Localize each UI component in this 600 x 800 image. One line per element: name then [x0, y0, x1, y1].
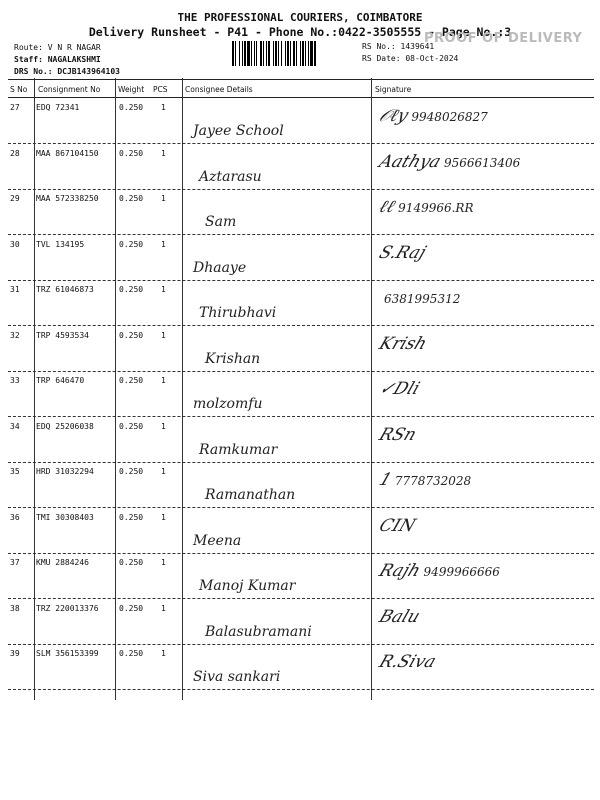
signature [376, 379, 423, 399]
signature-scribble: S.Raj [376, 242, 429, 263]
row-weight: 0.250 [119, 285, 144, 294]
table-row [8, 417, 594, 463]
consignee-name: Balasubramani [205, 623, 312, 640]
row-weight: 0.250 [119, 512, 144, 522]
row-consignment-no: TMI 30308403 [36, 512, 94, 522]
runsheet-title: Delivery Runsheet - P41 - Phone No.:0422-3505555 - Page No.:3 [88, 25, 512, 39]
row-sno: 27 [10, 103, 20, 112]
signature [376, 561, 500, 581]
consignee-name: Meena [193, 532, 242, 549]
row-weight: 0.250 [119, 148, 144, 158]
row-pcs: 1 [161, 239, 166, 249]
consignee-name: Sam [205, 214, 237, 230]
signature [376, 470, 472, 490]
row-pcs: 1 [161, 330, 166, 340]
rs-number: RS No.: 1439641 [362, 42, 435, 51]
signature [380, 288, 460, 307]
row-pcs: 1 [161, 285, 166, 294]
signature-phone: 9566613406 [443, 155, 521, 170]
table-row [8, 644, 594, 690]
row-pcs: 1 [161, 103, 166, 112]
row-consignment-no: MAA 572338250 [36, 194, 99, 203]
row-consignment-no: KMU 2884246 [36, 558, 89, 567]
table-row [8, 462, 594, 508]
row-sno: 28 [10, 148, 20, 158]
row-sno: 39 [10, 649, 20, 658]
signature [376, 515, 419, 536]
signature-phone: 9149966.RR [398, 201, 474, 215]
row-sno: 34 [10, 421, 20, 431]
table-row [8, 371, 594, 417]
row-separator [8, 689, 594, 690]
row-weight: 0.250 [119, 649, 144, 658]
signature-phone: 6381995312 [384, 292, 461, 306]
row-weight: 0.250 [119, 194, 144, 203]
row-sno: 36 [10, 512, 20, 522]
row-consignment-no: EDQ 25206038 [36, 421, 94, 431]
row-consignment-no: TVL 134195 [36, 239, 85, 249]
signature [376, 424, 420, 445]
row-consignment-no: EDQ 72341 [36, 103, 80, 112]
row-weight: 0.250 [119, 558, 144, 567]
row-sno: 31 [10, 285, 20, 294]
consignee-name: molzomfu [193, 396, 263, 412]
consignee-name: Krishan [205, 350, 261, 367]
consignee-name: Ramkumar [199, 441, 278, 458]
header-top-line [8, 79, 594, 80]
company-title: THE PROFESSIONAL COURIERS, COIMBATORE [177, 11, 423, 24]
col-signature: Signature [375, 85, 412, 94]
signature-scribble: CIN [376, 515, 419, 536]
row-consignment-no: TRP 646470 [36, 376, 85, 385]
row-pcs: 1 [161, 512, 166, 522]
row-consignment-no: TRZ 220013376 [36, 603, 99, 613]
signature [376, 197, 474, 217]
row-weight: 0.250 [119, 239, 144, 249]
col-pcs: PCS [153, 85, 168, 94]
row-consignment-no: SLM 356153399 [36, 649, 99, 658]
staff-label: Staff: NAGALAKSHMI [14, 55, 101, 64]
row-pcs: 1 [161, 194, 166, 203]
row-sno: 37 [10, 558, 20, 567]
barcode [232, 41, 354, 66]
signature-scribble: 𝒪ℓy [376, 106, 412, 126]
col-consignment: Consignment No [38, 85, 101, 94]
row-pcs: 1 [161, 603, 166, 613]
drs-number: DRS No.: DCJB143964103 [14, 67, 120, 76]
row-consignment-no: MAA 867104150 [36, 148, 99, 158]
signature [376, 106, 488, 126]
consignee-name: Aztarasu [199, 168, 262, 185]
signature-scribble: ℓℓ [376, 197, 398, 217]
signature-scribble: Aathya [376, 151, 444, 172]
row-sno: 38 [10, 603, 20, 613]
table-row [8, 508, 594, 554]
signature-scribble: Rajh [376, 561, 424, 581]
consignee-name: Manoj Kumar [199, 578, 296, 594]
row-pcs: 1 [161, 148, 166, 158]
signature-scribble: R.Siva [376, 652, 439, 672]
row-sno: 33 [10, 376, 20, 385]
table-row [8, 599, 594, 645]
row-pcs: 1 [161, 558, 166, 567]
consignee-name: Thirubhavi [199, 305, 277, 321]
consignee-name: Jayee School [193, 123, 284, 139]
row-pcs: 1 [161, 467, 166, 476]
row-weight: 0.250 [119, 376, 144, 385]
row-weight: 0.250 [119, 467, 144, 476]
proof-of-delivery-stamp: PROOF OF DELIVERY [424, 31, 583, 46]
table-row [8, 144, 594, 190]
signature-phone: 9499966666 [423, 565, 500, 579]
consignee-name: Ramanathan [205, 487, 296, 503]
table-row [8, 189, 594, 235]
signature-scribble: Balu [376, 606, 423, 627]
row-pcs: 1 [161, 649, 166, 658]
row-weight: 0.250 [119, 603, 144, 613]
signature-scribble: 1 [376, 470, 395, 490]
consignee-name: Siva sankari [193, 669, 281, 685]
signature-phone: 9948026827 [411, 110, 488, 124]
row-sno: 35 [10, 467, 20, 476]
col-sno: S No [10, 85, 28, 94]
col-weight: Weight [118, 85, 145, 94]
signature-scribble: ✓Dli [376, 379, 423, 399]
signature-scribble: Krish [376, 333, 430, 354]
signature-scribble: RSn [376, 424, 420, 445]
row-pcs: 1 [161, 421, 166, 431]
signature [376, 242, 429, 263]
row-weight: 0.250 [119, 103, 144, 112]
row-sno: 29 [10, 194, 20, 203]
table-row [8, 326, 594, 372]
table-row [8, 98, 594, 144]
table-row [8, 553, 594, 599]
row-weight: 0.250 [119, 330, 144, 340]
consignee-name: Dhaaye [193, 259, 247, 276]
rs-date: RS Date: 08-Oct-2024 [362, 54, 459, 63]
col-consignee: Consignee Details [185, 85, 253, 94]
row-sno: 30 [10, 239, 20, 249]
signature-phone: 7778732028 [394, 474, 472, 488]
row-consignment-no: TRZ 61046873 [36, 285, 94, 294]
table-row [8, 280, 594, 326]
table-row [8, 235, 594, 281]
row-weight: 0.250 [119, 421, 144, 431]
row-consignment-no: HRD 31032294 [36, 467, 94, 476]
signature [376, 606, 423, 627]
signature [376, 652, 439, 672]
route-label: Route: V N R NAGAR [14, 43, 101, 52]
row-consignment-no: TRP 4593534 [36, 330, 89, 340]
signature [376, 151, 521, 172]
signature [376, 333, 430, 354]
row-sno: 32 [10, 330, 20, 340]
row-pcs: 1 [161, 376, 166, 385]
